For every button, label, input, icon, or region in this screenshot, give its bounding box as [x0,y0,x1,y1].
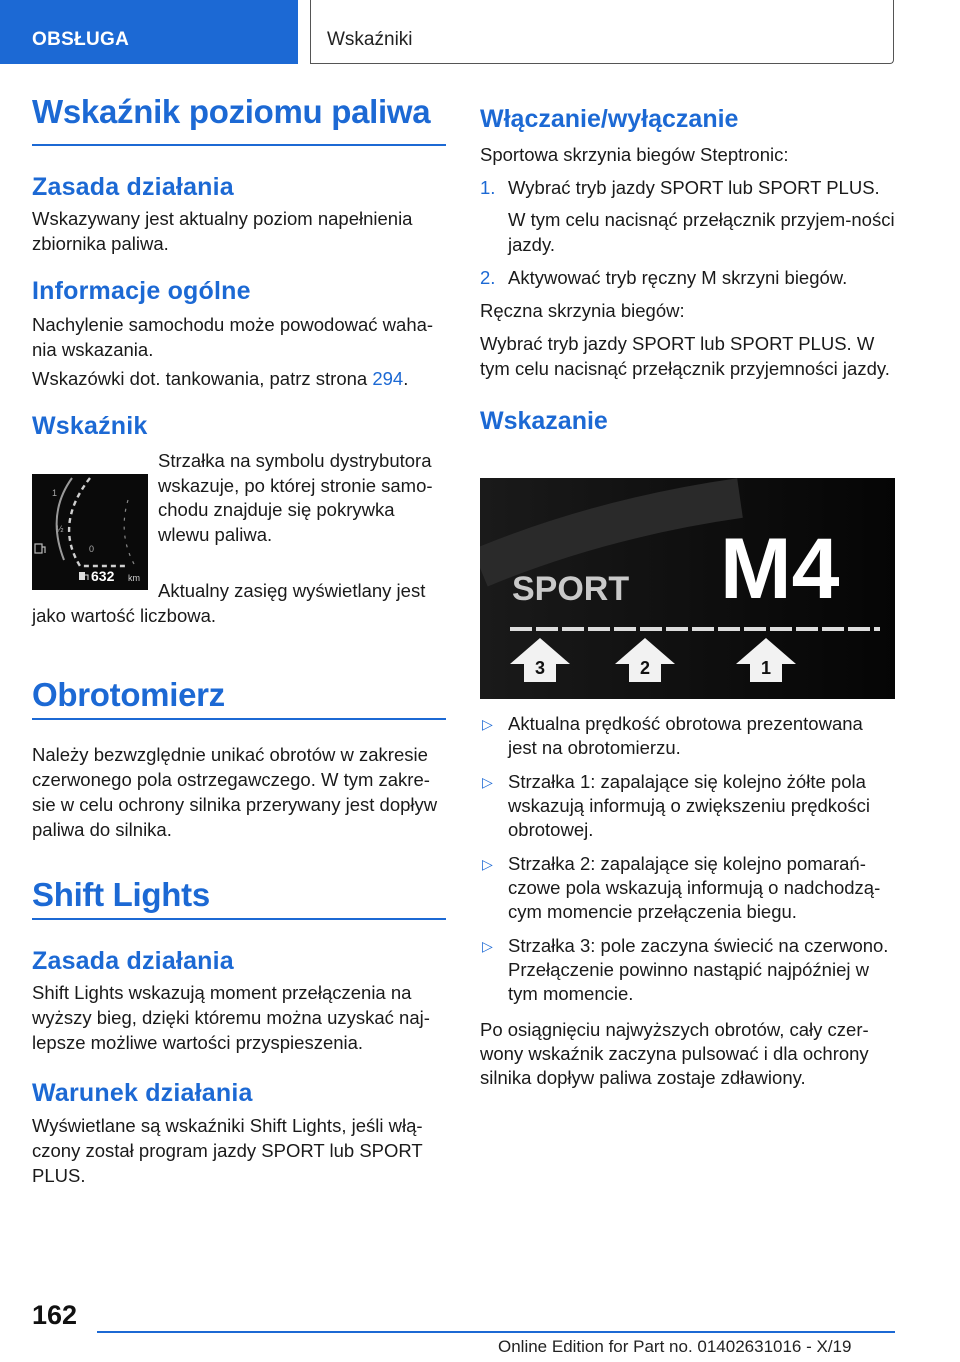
heading-condition: Warunek działania [32,1079,253,1107]
text-manual-gearbox: Ręczna skrzynia biegów: [480,300,685,321]
fuel-mark-empty: 0 [89,544,95,554]
gear-indicator: M4 [720,521,840,617]
svg-text:2: 2 [639,658,651,678]
shift-lights-graphic [480,478,895,699]
step-item: 2. Aktywować tryb ręczny M skrzyni biegów. [480,267,848,288]
shift-lights-image [480,478,895,699]
chapter-label: Wskaźniki [327,29,413,50]
svg-text:3: 3 [534,658,546,678]
fuel-gauge-image [32,474,148,590]
heading-rule [32,918,446,920]
list-item: ▷ Strzałka 2: zapalające się kolejno pomarań-czowe pola wskazują informują o nadchodzą-cym momencie przełączenia biegu. [482,853,881,922]
steps-list [480,175,896,290]
text-arrow-side: Strzałka na symbolu dystrybutora wskazuje, po której stronie samo-chodu znajduje się pokrywka wlewu paliwa. [158,450,433,545]
text-range: Aktualny zasięg wyświetlany jest jako wartość liczbowa. [32,580,426,626]
step-number: 2. [480,267,496,288]
fuel-mark-half: ½ [56,524,64,534]
fuel-mark-full: 1 [52,488,58,498]
heading-rule [32,718,446,720]
text-refuel-ref: Wskazówki dot. tankowania, patrz strona 294. [32,368,409,389]
footer-edition: Online Edition for Part no. 01402631016 - X/19 [498,1337,852,1356]
heading-shift-lights: Shift Lights [32,876,210,913]
triangle-bullet-icon: ▷ [482,856,493,872]
step-item: 1. Wybrać tryb jazdy SPORT lub SPORT PLUS. [480,177,880,198]
text-steptronic: Sportowa skrzynia biegów Steptronic: [480,144,789,165]
heading-principle-2: Zasada działania [32,947,234,975]
heading-principle: Zasada działania [32,173,234,201]
range-value: 632 [91,568,115,584]
range-pump-icon [79,572,88,580]
fuel-gauge-graphic [32,474,148,590]
heading-tachometer: Obrotomierz [32,676,225,713]
list-item: ▷ Strzałka 1: zapalające się kolejno żółte pola wskazują informują o zwiększeniu prędkości obrotowej. [482,771,870,840]
triangle-bullet-icon: ▷ [482,938,493,954]
heading-fuel-gauge: Wskaźnik poziomu paliwa [32,93,431,130]
heading-rule [32,144,446,146]
list-item: ▷ Strzałka 3: pole zaczyna świecić na czerwono. Przełączenie powinno nastąpić najpóźniej w tym momencie. [482,935,889,1004]
heading-on-off: Włączanie/wyłączanie [480,105,739,133]
list-item: ▷ Aktualna prędkość obrotowa prezentowana jest na obrotomierzu. [482,713,863,758]
text-shift-principle: Shift Lights wskazują moment przełączenia na wyższy bieg, dzięki któremu można uzyskać naj-lepsze możliwe wartości przyspieszenia. [32,982,430,1053]
text-manual-instruction: Wybrać tryb jazdy SPORT lub SPORT PLUS. W tym celu nacisnąć przełącznik przyjemności jazdy. [480,333,890,379]
heading-indicator: Wskaźnik [32,412,148,440]
triangle-bullet-icon: ▷ [482,716,493,732]
text-condition: Wyświetlane są wskaźniki Shift Lights, jeśli włą-czony został program jazdy SPORT lub SPORT PLUS. [32,1115,423,1186]
heading-display: Wskazanie [480,407,608,435]
chapter-box [310,0,894,64]
heading-general-info: Informacje ogólne [32,277,251,305]
section-tab [0,0,298,64]
footer-rule [97,1331,895,1333]
range-unit: km [128,573,140,583]
svg-text:1: 1 [760,658,772,678]
fuel-pump-icon [35,544,45,553]
section-label: OBSŁUGA [32,29,130,50]
left-column-lower [32,672,446,1188]
page-number: 162 [32,1300,78,1330]
drive-mode-label: SPORT [512,570,630,608]
step-number: 1. [480,177,496,198]
text-tachometer: Należy bezwzględnie unikać obrotów w zakresie czerwonego pola ostrzegawczego. W tym zakre-sie w celu ochrony silnika przerywany jest dopływ paliwa do silnika. [32,744,438,840]
page-link[interactable]: 294 [372,368,404,389]
triangle-bullet-icon: ▷ [482,774,493,790]
text-principle: Wskazywany jest aktualny poziom napełnienia zbiornika paliwa. [32,208,413,254]
display-bullet-list [480,712,896,1006]
right-column [480,92,896,437]
text-tilt: Nachylenie samochodu może powodować waha-nia wskazania. [32,314,434,360]
step-subtext: W tym celu nacisnąć przełącznik przyjem-ności jazdy. [508,209,895,255]
right-column-lower [480,712,896,1090]
text-final: Po osiągnięciu najwyższych obrotów, cały czer-wony wskaźnik zaczyna pulsować i dla ochrony silnika dopływ paliwa zostaje zdławiony. [480,1019,869,1088]
